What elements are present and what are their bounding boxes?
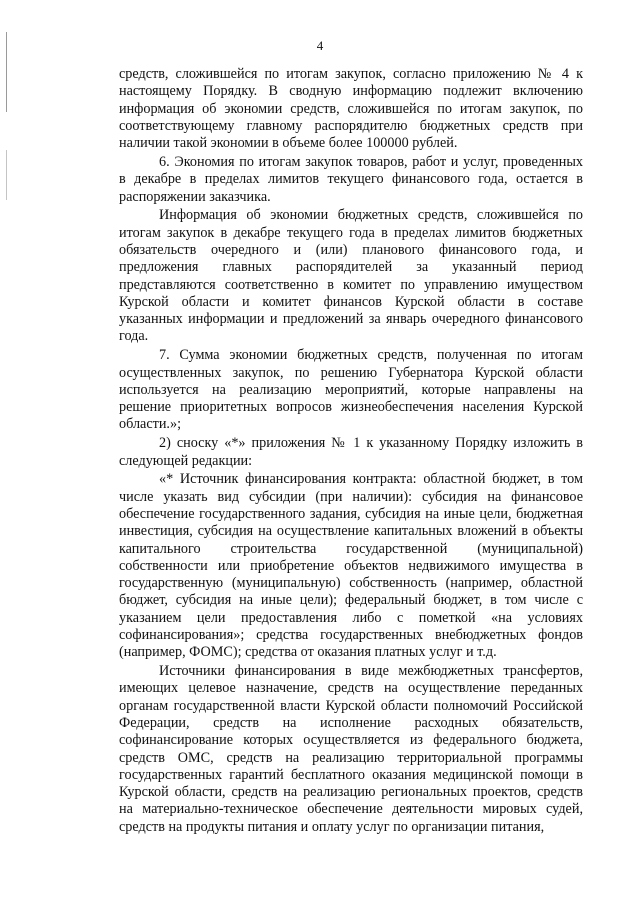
text-line: средств, сложившейся по итогам закупок, согласно приложению № 4 к (119, 66, 583, 82)
text-line: представляются соответственно в комитет по управлению имуществом (119, 276, 583, 293)
text-line: решение приоритетных вопросов жизнеобеспечения населения Курской (119, 399, 583, 416)
text-line: распоряжении заказчика. (119, 188, 271, 205)
text-line: государственную (муниципальную) собственность (например, областной (119, 575, 583, 592)
document-body (119, 66, 583, 836)
text-line: государственных гарантий бесплатного оказания медицинской помощи в (119, 766, 583, 783)
paragraph-p4 (119, 347, 583, 433)
paragraph-p1 (119, 66, 583, 152)
text-line: наличии такой экономии в объеме более 100000 рублей. (119, 135, 458, 152)
text-line: указанных информации и предложений за январь очередного финансового (119, 311, 583, 328)
text-line: соответствующему главному распорядителю бюджетных средств при (119, 117, 583, 134)
text-line: средств ОМС, средств на реализацию территориальной программы (119, 749, 583, 766)
paragraph-p3 (119, 207, 583, 345)
text-line: софинансирования»; средства государственных внебюджетных фондов (119, 627, 583, 643)
text-line: предложения главных распорядителей за указанный период (119, 259, 583, 276)
text-line: настоящему Порядку. В сводную информацию подлежит включению (119, 83, 583, 100)
paragraph-p6 (119, 471, 583, 661)
text-line: софинансирование которых осуществляется из федерального бюджета, (119, 732, 583, 749)
text-line: на материально-техническое обеспечение деятельности мировых судей, (119, 801, 583, 818)
text-line: средств на продукты питания и оплату услуг по организации питания, (119, 818, 545, 835)
text-line: используется на реализацию мероприятий, которые направлены на (119, 381, 583, 398)
text-line: в декабре в пределах лимитов текущего финансового года, остается в (119, 171, 583, 188)
text-line: бюджет, субсидия на иные цели); федеральный бюджет, в том числе с (119, 592, 583, 609)
text-line: инвестиция, субсидия на осуществление капитальных вложений в объекты (119, 523, 583, 540)
text-line: Курской области, средств на реализацию региональных проектов, средств (119, 784, 583, 801)
text-line: капитального строительства государственной (муниципальной) (119, 540, 583, 557)
text-line: обязательств очередного и (или) планового финансового года, и (119, 241, 583, 258)
text-line: Источники финансирования в виде межбюджетных трансфертов, (159, 663, 583, 680)
text-line: имеющих целевое назначение, средств на осуществление переданных (119, 680, 583, 697)
paragraph-p5 (119, 435, 583, 470)
text-line: Информация об экономии бюджетных средств, сложившейся по (159, 207, 583, 224)
text-line: органам государственной власти Курской области полномочий Российской (119, 697, 583, 714)
text-line: собственности или приобретение объектов недвижимого имущества в (119, 557, 583, 574)
text-line: (например, ФОМС); средства от оказания платных услуг и т.д. (119, 644, 497, 661)
text-line: информация об экономии средств, сложившейся по итогам закупок, по (119, 100, 583, 117)
paragraph-p7 (119, 663, 583, 836)
text-line: года. (119, 328, 149, 345)
text-line: указанием цели предоставления либо с пометкой «на условиях (119, 609, 583, 626)
page-number: 4 (316, 38, 324, 53)
text-line: 2) сноску «*» приложения № 1 к указанному Порядку изложить в (159, 435, 583, 452)
text-line: обеспечение государственного задания, субсидия на иные цели, бюджетная (119, 505, 583, 522)
text-line: области.»; (119, 416, 182, 433)
text-line: 7. Сумма экономии бюджетных средств, полученная по итогам (159, 347, 583, 364)
text-line: Федерации, средств на исполнение расходных обязательств, (119, 714, 583, 731)
paragraph-p2 (119, 154, 583, 206)
text-line: числе указать вид субсидии (при наличии): субсидия на финансовое (119, 488, 583, 505)
text-line: осуществленных закупок, по решению Губернатора Курской области (119, 364, 583, 381)
text-line: итогам закупок в декабре текущего года в пределах лимитов бюджетных (119, 224, 583, 241)
text-line: следующей редакции: (119, 452, 253, 469)
left-margin-mark-faint (6, 150, 7, 200)
text-line: 6. Экономия по итогам закупок товаров, работ и услуг, проведенных (159, 153, 583, 170)
text-line: Курской области и комитет финансов Курской области в составе (119, 293, 583, 310)
text-line: «* Источник финансирования контракта: областной бюджет, в том (159, 471, 583, 488)
